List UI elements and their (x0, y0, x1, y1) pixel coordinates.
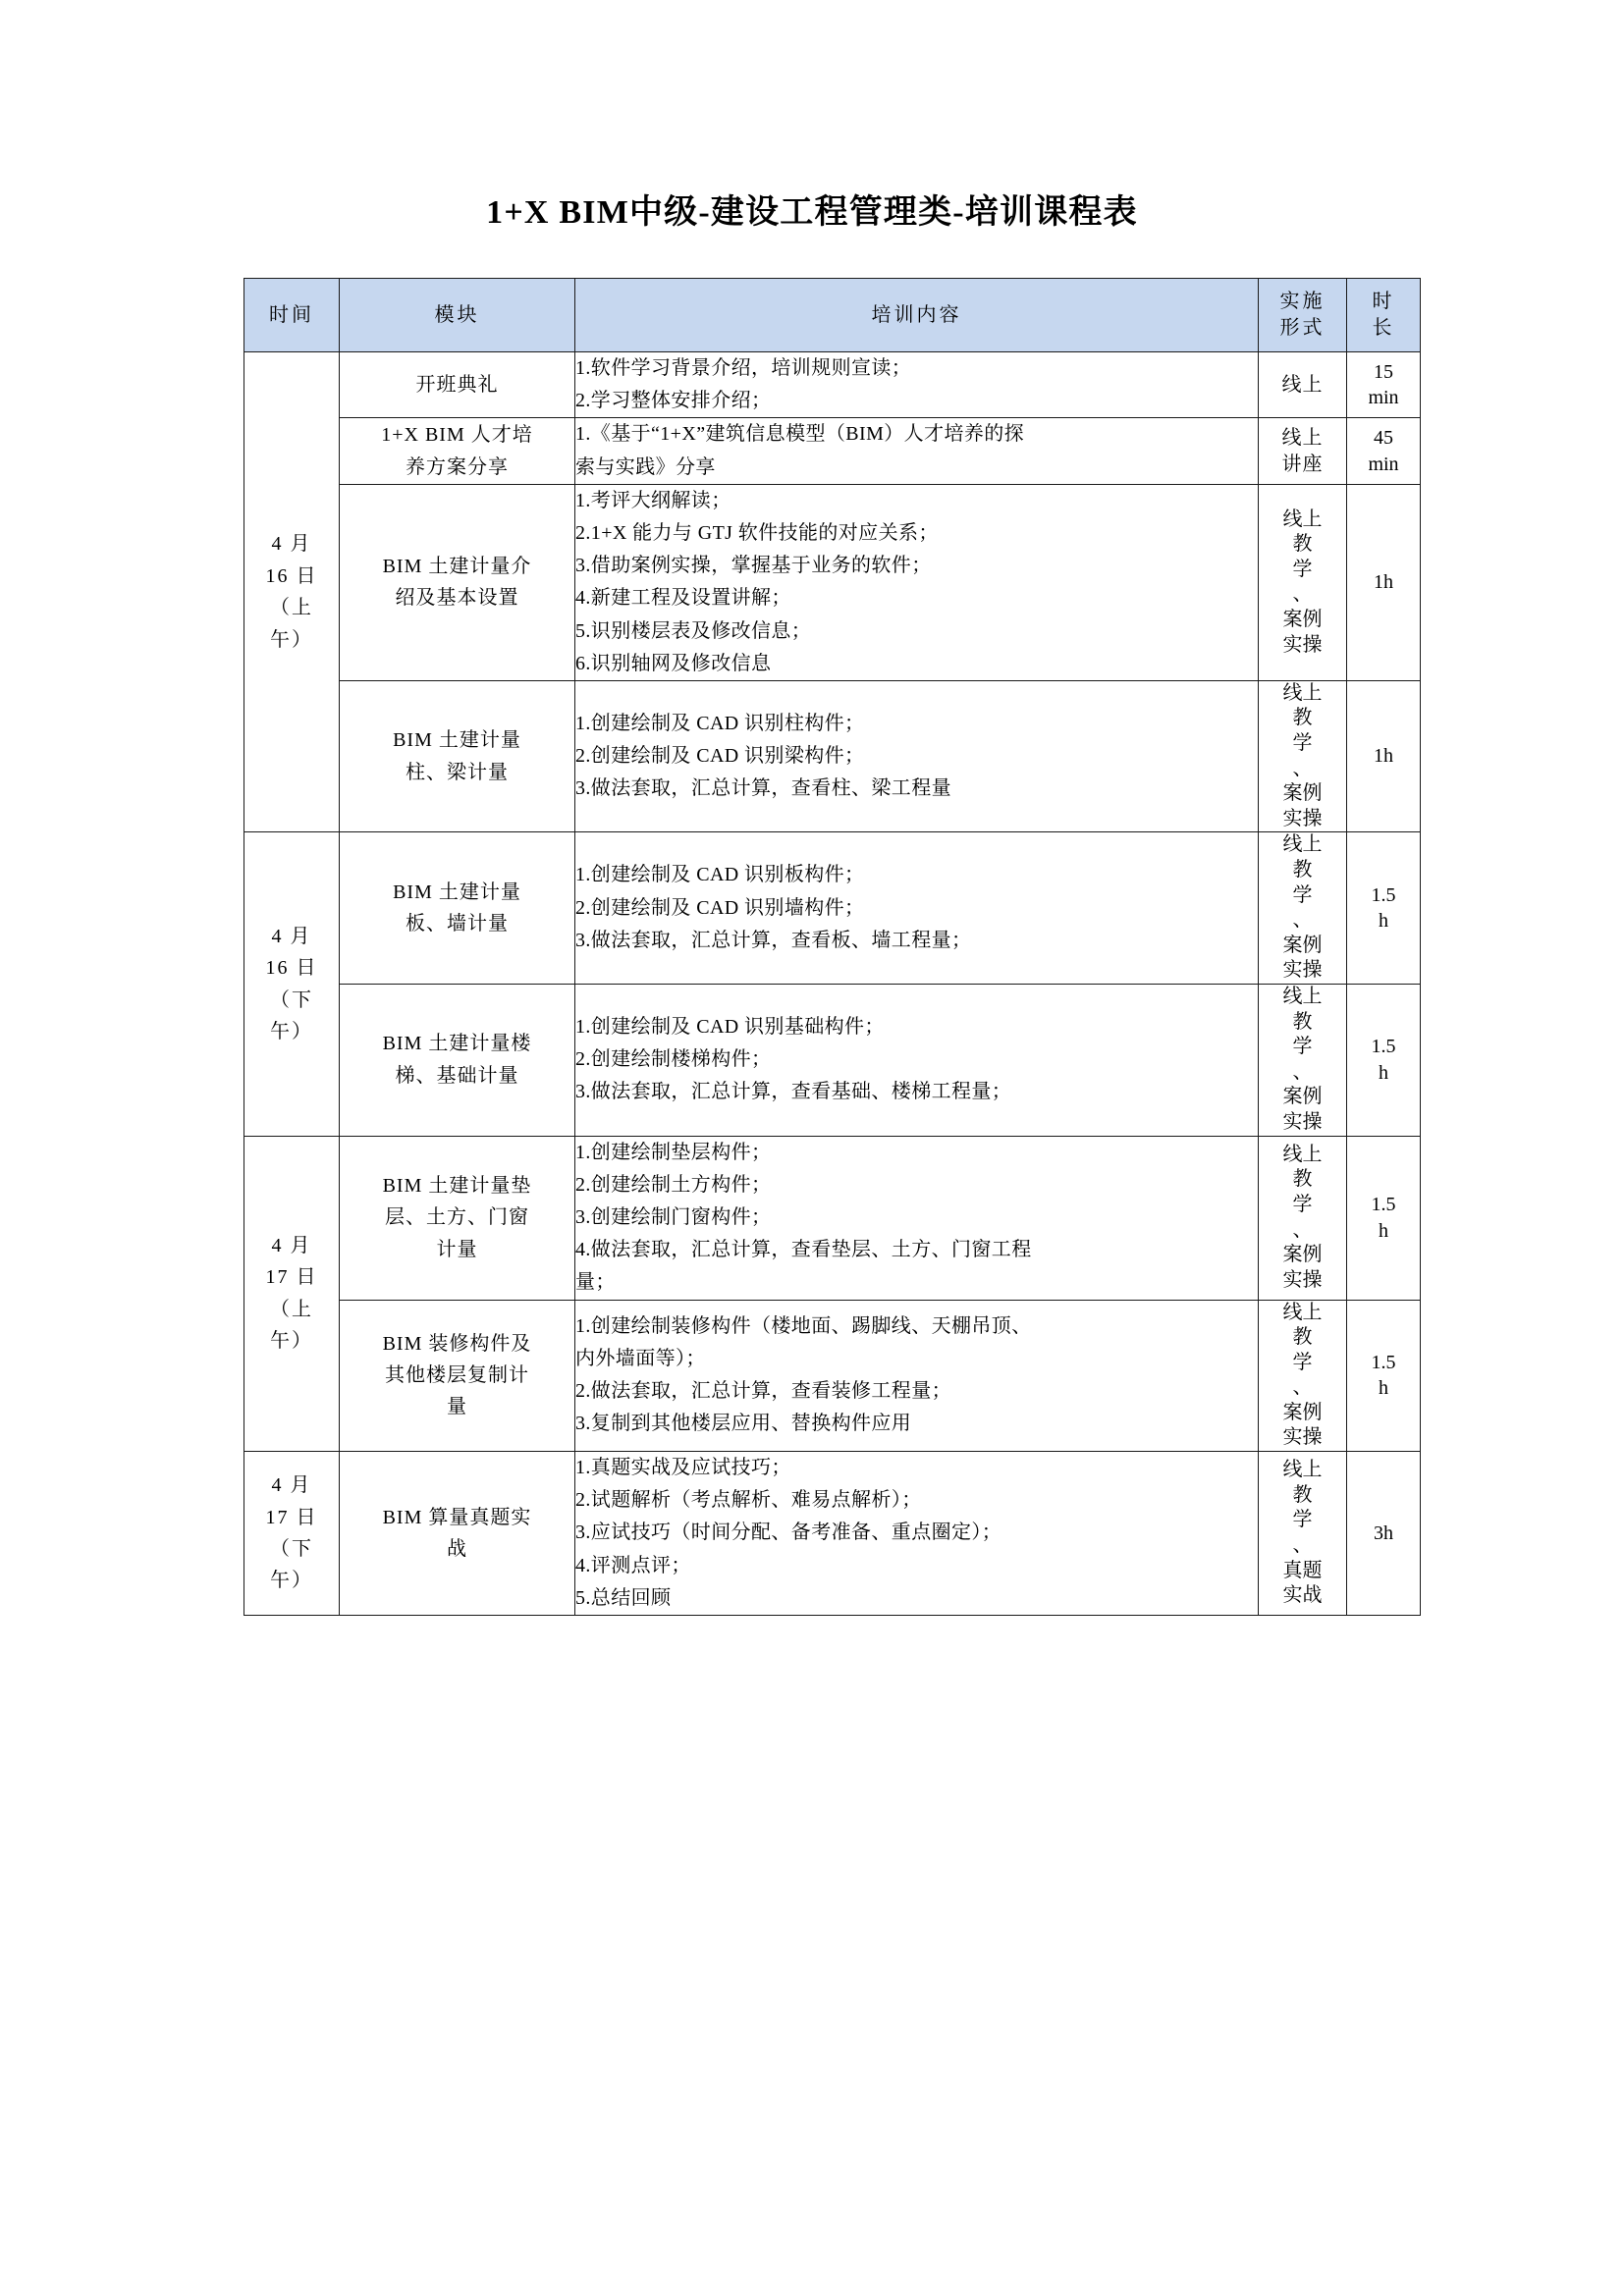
delivery-form-line: 学 (1292, 1036, 1313, 1058)
content-cell (575, 1452, 1259, 1616)
module-line: BIM 算量真题实 (382, 1506, 532, 1528)
content-line: 4.新建工程及设置讲解； (575, 587, 791, 610)
delivery-form-line: 、 (1292, 1060, 1313, 1083)
content-line: 1.《基于“1+X”建筑信息模型（BIM）人才培养的探 (575, 423, 1025, 446)
duration-cell (1347, 1300, 1421, 1452)
delivery-form-line: 、 (1292, 909, 1313, 932)
delivery-form-line: 真题 (1282, 1559, 1323, 1581)
content-cell (575, 1136, 1259, 1300)
delivery-form-cell (1259, 484, 1347, 680)
module-cell (340, 484, 575, 680)
content-cell (575, 1300, 1259, 1452)
module-line: 1+X BIM 人才培 (381, 424, 533, 447)
column-header-module-label: 模块 (434, 303, 480, 326)
table-row (244, 985, 1421, 1137)
duration-cell (1347, 484, 1421, 680)
column-header-duration-line1: 时 (1372, 291, 1395, 312)
delivery-form-line: 学 (1292, 1193, 1313, 1215)
module-cell (340, 1300, 575, 1452)
module-cell (340, 1452, 575, 1616)
content-line: 1.软件学习背景介绍，培训规则宣读； (575, 357, 912, 379)
time-cell (244, 832, 340, 1136)
module-line: BIM 土建计量垫 (382, 1174, 532, 1197)
delivery-form-line: 线上 (1282, 1459, 1323, 1481)
delivery-form-line: 案例 (1282, 1244, 1323, 1266)
table-body (244, 352, 1421, 1616)
module-cell (340, 418, 575, 484)
content-line: 3.复制到其他楼层应用、替换构件应用 (575, 1413, 912, 1435)
content-line: 3.应试技巧（时间分配、备考准备、重点圈定）； (575, 1522, 1002, 1544)
table-row (244, 1300, 1421, 1452)
module-line: BIM 土建计量 (393, 729, 521, 752)
table-row (244, 484, 1421, 680)
content-cell (575, 832, 1259, 985)
content-line: 3.做法套取，汇总计算，查看基础、楼梯工程量； (575, 1081, 1012, 1103)
content-line: 5.识别楼层表及修改信息； (575, 619, 812, 642)
duration-cell (1347, 352, 1421, 418)
delivery-form-line: 学 (1292, 1509, 1313, 1531)
content-line: 2.创建绘制土方构件； (575, 1173, 772, 1196)
time-cell (244, 1136, 340, 1452)
content-line: 4.做法套取，汇总计算，查看垫层、土方、门窗工程 (575, 1239, 1032, 1261)
duration-line: h (1379, 1377, 1388, 1400)
table-header (244, 279, 1421, 352)
duration-line: 1.5 (1371, 1036, 1396, 1058)
column-header-duration-line2: 长 (1372, 317, 1395, 339)
delivery-form-line: 学 (1292, 1351, 1313, 1373)
delivery-form-line: 教 (1292, 1010, 1313, 1033)
column-header-time-label: 时间 (269, 303, 314, 326)
module-cell (340, 1136, 575, 1300)
time-line: 4 月 (271, 1235, 312, 1257)
content-line: 1.创建绘制及 CAD 识别柱构件； (575, 712, 865, 734)
content-line: 量； (575, 1271, 616, 1294)
content-line: 1.考评大纲解读； (575, 489, 731, 511)
delivery-form-line: 教 (1292, 1168, 1313, 1191)
time-line: 4 月 (271, 1474, 312, 1497)
delivery-form-line: 学 (1292, 732, 1313, 755)
content-line: 2.试题解析（考点解析、难易点解析）； (575, 1489, 922, 1512)
duration-cell (1347, 1452, 1421, 1616)
column-header-duration (1347, 279, 1421, 352)
time-line: 午） (270, 1330, 313, 1353)
delivery-form-cell (1259, 1300, 1347, 1452)
content-line: 1.创建绘制垫层构件； (575, 1141, 772, 1163)
duration-line: 1.5 (1371, 883, 1396, 906)
delivery-form-line: 教 (1292, 1326, 1313, 1349)
delivery-form-line: 线上 (1282, 1301, 1323, 1323)
content-line: 3.做法套取，汇总计算，查看柱、梁工程量 (575, 777, 951, 800)
delivery-form-line: 教 (1292, 859, 1313, 881)
content-line: 2.1+X 能力与 GTJ 软件技能的对应关系； (575, 521, 939, 544)
delivery-form-line: 教 (1292, 1483, 1313, 1506)
delivery-form-line: 实操 (1282, 959, 1323, 982)
delivery-form-line: 线上 (1282, 681, 1323, 704)
content-cell (575, 418, 1259, 484)
module-line: 量 (447, 1396, 467, 1418)
time-line: 17 日 (265, 1266, 318, 1289)
content-line: 1.创建绘制装修构件（楼地面、踢脚线、天棚吊顶、 (575, 1314, 1032, 1337)
training-schedule-table (244, 278, 1421, 1616)
duration-line: 15 (1374, 360, 1393, 383)
content-line: 6.识别轴网及修改信息 (575, 652, 772, 674)
time-line: 17 日 (265, 1506, 318, 1528)
content-line: 2.创建绘制及 CAD 识别墙构件； (575, 896, 865, 919)
content-cell (575, 352, 1259, 418)
module-cell (340, 985, 575, 1137)
time-cell (244, 352, 340, 832)
duration-line: h (1379, 1219, 1388, 1242)
module-line: BIM 土建计量 (393, 881, 521, 903)
duration-line: 1h (1374, 571, 1393, 594)
duration-line: 3h (1374, 1522, 1393, 1544)
time-line: 4 月 (271, 533, 312, 556)
delivery-form-line: 实战 (1282, 1584, 1323, 1607)
duration-cell (1347, 985, 1421, 1137)
module-line: 养方案分享 (406, 455, 509, 478)
delivery-form-line: 线上 (1282, 507, 1323, 530)
duration-line: h (1379, 910, 1388, 933)
duration-cell (1347, 418, 1421, 484)
page-title: 1+X BIM中级-建设工程管理类-培训课程表 (486, 194, 1138, 231)
content-line: 2.创建绘制及 CAD 识别梁构件； (575, 745, 865, 768)
content-line: 1.创建绘制及 CAD 识别板构件； (575, 864, 865, 886)
module-line: 战 (447, 1538, 467, 1561)
module-cell (340, 352, 575, 418)
delivery-form-line: 教 (1292, 533, 1313, 556)
duration-line: 1.5 (1371, 1194, 1396, 1216)
module-line: 绍及基本设置 (395, 587, 519, 610)
column-header-time (244, 279, 340, 352)
duration-line: 45 (1374, 427, 1393, 450)
time-line: （下 (270, 1538, 313, 1561)
duration-cell (1347, 1136, 1421, 1300)
duration-line: 1h (1374, 745, 1393, 768)
time-line: （下 (270, 988, 313, 1011)
delivery-form-cell (1259, 832, 1347, 985)
delivery-form-cell (1259, 680, 1347, 832)
table-row (244, 1452, 1421, 1616)
table-row (244, 680, 1421, 832)
delivery-form-line: 实操 (1282, 633, 1323, 656)
module-line: 柱、梁计量 (406, 761, 509, 783)
module-line: BIM 装修构件及 (382, 1332, 532, 1355)
delivery-form-line: 线上 (1282, 986, 1323, 1007)
delivery-form-line: 案例 (1282, 608, 1323, 630)
delivery-form-line: 实操 (1282, 1110, 1323, 1133)
content-line: 索与实践》分享 (575, 455, 716, 478)
delivery-form-line: 线上 (1282, 1143, 1323, 1165)
duration-line: min (1368, 387, 1399, 409)
delivery-form-line: 案例 (1282, 782, 1323, 805)
content-line: 3.借助案例实操，掌握基于业务的软件； (575, 555, 932, 577)
delivery-form-cell (1259, 1452, 1347, 1616)
delivery-form-line: 线上 (1282, 833, 1323, 856)
time-line: 午） (270, 1020, 313, 1042)
delivery-form-line: 线上 (1281, 373, 1324, 396)
duration-line: 1.5 (1371, 1351, 1396, 1373)
module-line: 板、墙计量 (406, 913, 509, 935)
time-line: 4 月 (271, 925, 312, 947)
content-line: 1.创建绘制及 CAD 识别基础构件； (575, 1016, 885, 1038)
module-cell (340, 832, 575, 985)
time-line: 午） (270, 628, 313, 651)
delivery-form-line: 、 (1292, 1534, 1313, 1557)
time-line: 16 日 (265, 564, 318, 587)
content-line: 2.创建绘制楼梯构件； (575, 1048, 772, 1071)
module-line: BIM 土建计量介 (382, 555, 532, 577)
module-line: 层、土方、门窗 (385, 1206, 529, 1229)
delivery-form-line: 实操 (1282, 1268, 1323, 1291)
time-line: 午） (270, 1570, 313, 1592)
delivery-form-cell (1259, 352, 1347, 418)
content-line: 4.评测点评； (575, 1554, 691, 1576)
duration-line: h (1379, 1061, 1388, 1084)
content-line: 3.创建绘制门窗构件； (575, 1205, 772, 1228)
delivery-form-line: 案例 (1282, 934, 1323, 956)
duration-cell (1347, 680, 1421, 832)
delivery-form-line: 学 (1292, 558, 1313, 580)
content-line: 3.做法套取，汇总计算，查看板、墙工程量； (575, 929, 972, 951)
column-header-form-line2: 形式 (1279, 317, 1326, 339)
column-header-content (575, 279, 1259, 352)
content-cell (575, 484, 1259, 680)
content-cell (575, 985, 1259, 1137)
table-row (244, 832, 1421, 985)
time-line: （上 (270, 597, 313, 619)
delivery-form-line: 实操 (1282, 1426, 1323, 1449)
table-row (244, 418, 1421, 484)
header-row (244, 279, 1421, 352)
delivery-form-line: 线上 (1281, 426, 1324, 449)
time-line: （上 (270, 1298, 313, 1320)
module-line: BIM 土建计量楼 (382, 1033, 532, 1055)
module-line: 开班典礼 (415, 373, 499, 396)
content-cell (575, 680, 1259, 832)
column-header-form (1259, 279, 1347, 352)
delivery-form-line: 、 (1292, 1218, 1313, 1241)
delivery-form-line: 实操 (1282, 807, 1323, 829)
table-row (244, 1136, 1421, 1300)
delivery-form-line: 学 (1292, 883, 1313, 906)
content-line: 1.真题实战及应试技巧； (575, 1457, 791, 1479)
duration-line: min (1368, 453, 1399, 475)
column-header-form-line1: 实施 (1279, 291, 1326, 312)
module-line: 梯、基础计量 (395, 1064, 519, 1087)
delivery-form-line: 案例 (1282, 1086, 1323, 1108)
module-line: 计量 (436, 1238, 478, 1260)
delivery-form-cell (1259, 1136, 1347, 1300)
delivery-form-line: 、 (1292, 757, 1313, 779)
duration-cell (1347, 832, 1421, 985)
module-line: 其他楼层复制计 (385, 1364, 529, 1387)
time-cell (244, 1452, 340, 1616)
delivery-form-cell (1259, 418, 1347, 484)
content-line: 2.学习整体安排介绍； (575, 390, 772, 412)
delivery-form-cell (1259, 985, 1347, 1137)
delivery-form-line: 教 (1292, 707, 1313, 729)
delivery-form-line: 、 (1292, 583, 1313, 606)
time-line: 16 日 (265, 957, 318, 980)
module-cell (340, 680, 575, 832)
column-header-content-label: 培训内容 (871, 303, 962, 326)
delivery-form-line: 讲座 (1281, 453, 1324, 475)
column-header-module (340, 279, 575, 352)
delivery-form-line: 、 (1292, 1376, 1313, 1399)
table-row (244, 352, 1421, 418)
content-line: 2.做法套取，汇总计算，查看装修工程量； (575, 1380, 951, 1403)
delivery-form-line: 案例 (1282, 1401, 1323, 1423)
content-line: 内外墙面等）； (575, 1348, 706, 1370)
content-line: 5.总结回顾 (575, 1586, 672, 1609)
